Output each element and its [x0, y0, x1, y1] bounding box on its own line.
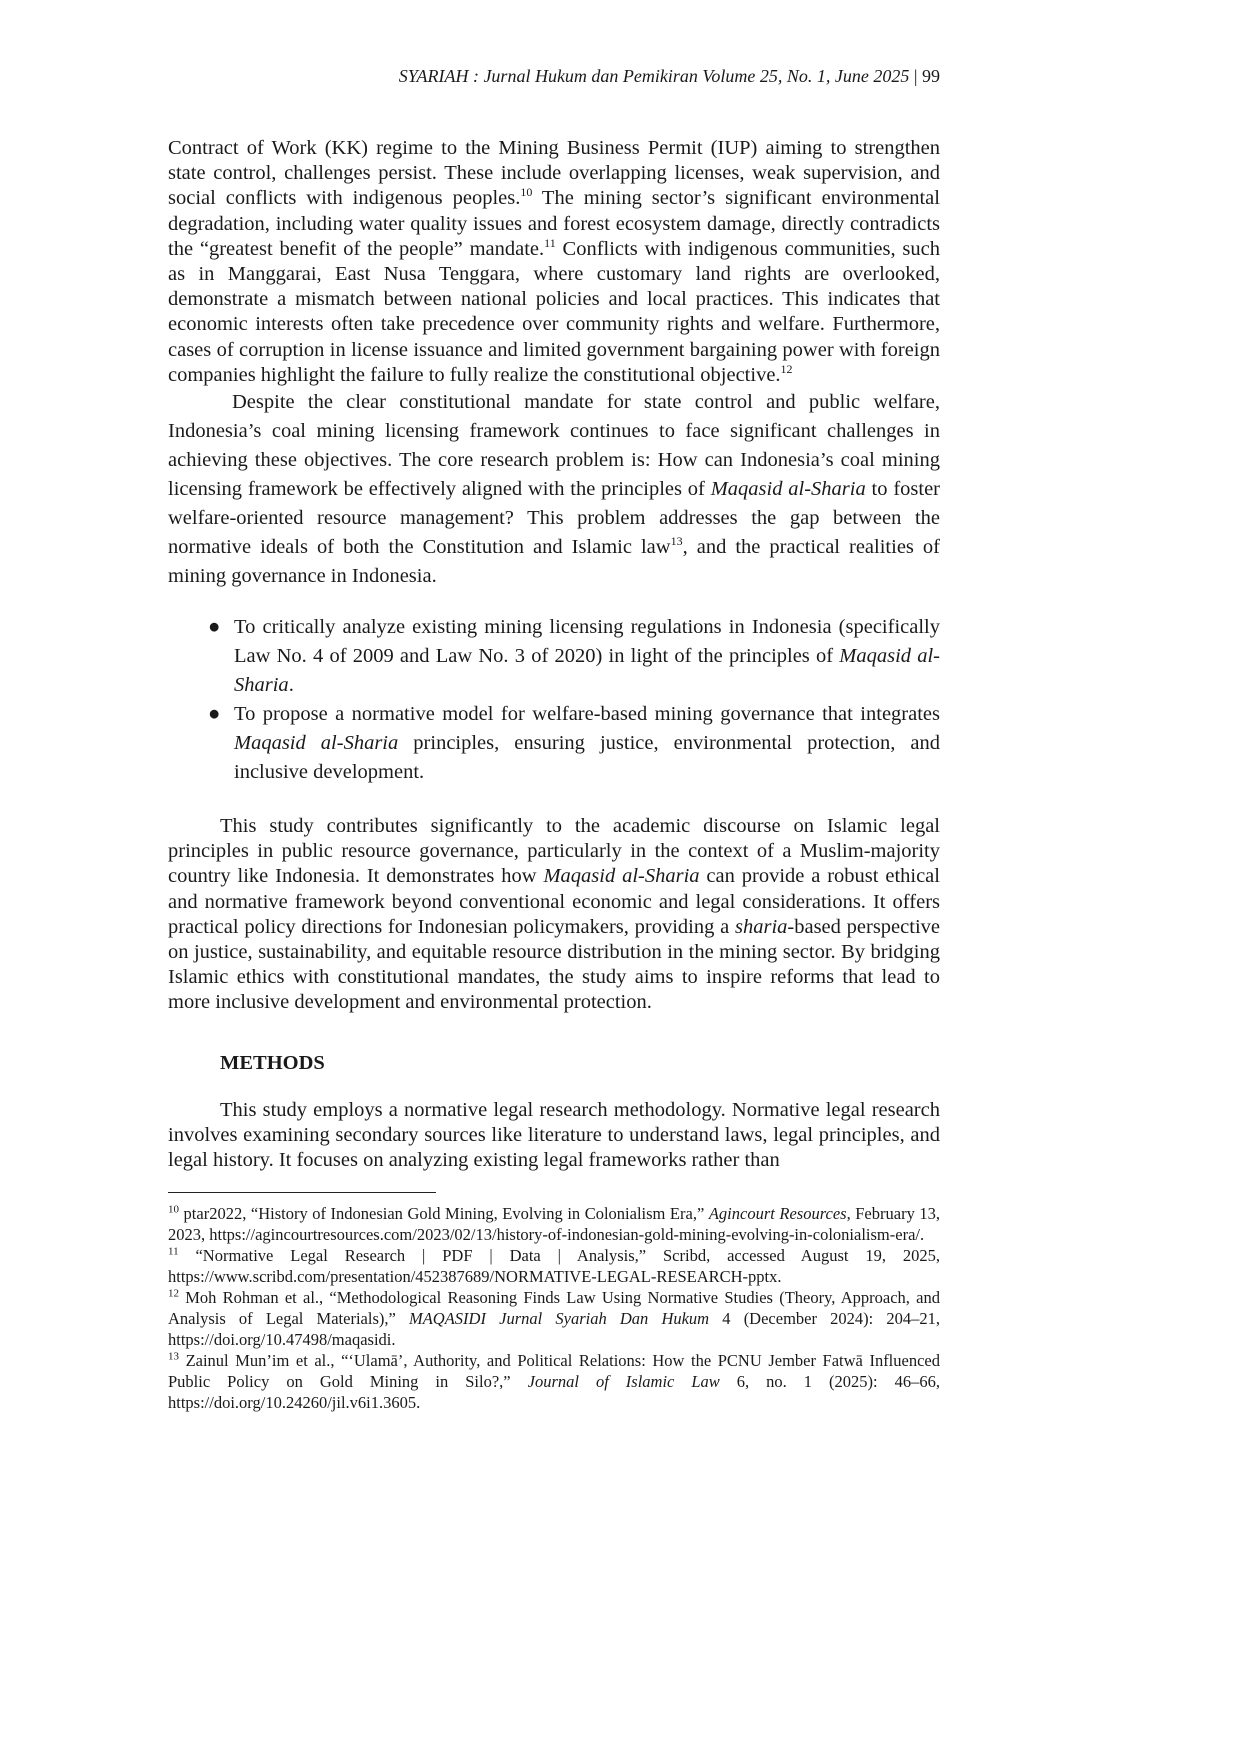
methods-paragraph: This study employs a normative legal research methodology. Normative legal research involves examining secondary sources like literature to understand laws, legal principles, and legal history. It focuses on analyzing existing legal frameworks rather than: [168, 1098, 940, 1172]
text: “Normative Legal Research | PDF | Data | Analysis,” Scribd, accessed August 19, 2025, https://www.scribd.com/presentation/452387689/NORMATIVE-LEGAL-RESEARCH-pptx.: [168, 1246, 940, 1286]
text: The mining sector’s significant environmental degradation, including water quality issues and forest ecosystem damage, directly contradicts the “greatest benefit of the people” mandate.: [168, 187, 940, 260]
objectives-list: [168, 613, 940, 787]
text: to foster welfare-oriented resource management? This problem addresses the gap between the normative ideals of both the Constitution and Islamic law: [168, 478, 940, 559]
text: Zainul Mun’im et al., “‘Ulamā’, Authority, and Political Relations: How the PCNU Jember Fatwā Influenced Public Policy on Gold Mining in Silo?,”: [168, 1351, 940, 1391]
footnote-13: [168, 1350, 940, 1413]
footnote-ref-11[interactable]: 11: [544, 235, 556, 250]
paragraph-3: [168, 814, 940, 1016]
footnote-number: 10: [168, 1203, 179, 1216]
text: , and the practical realities of mining governance in Indonesia.: [168, 536, 940, 588]
text: Conflicts with indigenous communities, such as in Manggarai, East Nusa Tenggara, where customary land rights are overlooked, demonstrate a mismatch between national policies and local practices. This indicates that economic interests often take precedence over community rights and welfare. Furthermore, cases of corruption in license issuance and limited government bargaining power with foreign companies highlight the failure to fully realize the constitutional objective.: [168, 237, 940, 386]
footnote-ref-12[interactable]: 12: [780, 362, 793, 376]
text: Moh Rohman et al., “Methodological Reasoning Finds Law Using Normative Studies (Theory, Approach, and Analysis of Legal Materials),”: [168, 1288, 940, 1328]
footnotes: [168, 1203, 940, 1413]
main-text: [168, 136, 940, 1173]
footnote-number: 11: [168, 1245, 179, 1258]
italic-title: Agincourt Resources: [708, 1204, 847, 1223]
italic-term: Maqasid al-Sharia: [234, 645, 941, 697]
bullet-icon: ●: [208, 703, 221, 726]
text: Contract of Work (KK) regime to the Mining Business Permit (IUP) aiming to strengthen state control, challenges persist. These include overlapping licenses, weak supervision, and social conflicts with indigenous peoples.: [168, 137, 940, 210]
italic-title: MAQASIDI Jurnal Syariah Dan Hukum: [408, 1309, 710, 1328]
footnote-divider: [168, 1192, 436, 1193]
text: To propose a normative model for welfare-based mining governance that integrates: [234, 703, 940, 726]
bullet-icon: ●: [208, 616, 221, 639]
footnote-number: 13: [168, 1350, 179, 1363]
text: 6, no. 1 (2025): 46–66, https://doi.org/10.24260/jil.v6i1.3605.: [168, 1372, 940, 1412]
paragraph-2: [168, 388, 940, 591]
text: 4 (December 2024): 204–21, https://doi.org/10.47498/maqasidi.: [168, 1309, 941, 1349]
italic-term: Maqasid al-Sharia: [710, 478, 866, 501]
footnote-11: [168, 1245, 940, 1287]
italic-term: sharia: [734, 915, 788, 938]
page-number: 99: [922, 66, 940, 86]
footnote-12: [168, 1287, 940, 1350]
footnote-number: 12: [168, 1287, 179, 1300]
text: .: [288, 674, 294, 697]
text: , February 13, 2023, https://agincourtresources.com/2023/02/13/history-of-indonesian-gold-mining-evolving-in-colonialism-era/.: [168, 1204, 940, 1244]
italic-term: Maqasid al-Sharia: [234, 732, 399, 755]
text: -based perspective on justice, sustainability, and equitable resource distribution in the mining sector. By bridging Islamic ethics with constitutional mandates, the study aims to inspire reforms that lead to more inclusive development and environmental protection.: [168, 915, 940, 1014]
italic-term: Maqasid al-Sharia: [543, 865, 700, 888]
running-header: [168, 66, 940, 87]
paragraph-1: [168, 136, 940, 388]
header-separator: |: [913, 66, 918, 86]
text: This study contributes significantly to the academic discourse on Islamic legal principles in public resource governance, particularly in the context of a Muslim-majority country like Indonesia. It demonstrates how: [168, 815, 940, 888]
footnote-ref-13[interactable]: 13: [670, 534, 683, 549]
footnote-ref-10[interactable]: 10: [520, 185, 533, 200]
text: can provide a robust ethical and normative framework beyond conventional economic and legal considerations. It offers practical policy directions for Indonesian policymakers, providing a: [168, 865, 940, 938]
footnote-10: [168, 1203, 940, 1245]
section-heading-methods: METHODS: [220, 1051, 325, 1074]
list-item: [168, 613, 940, 700]
text: principles, ensuring justice, environmental protection, and inclusive development.: [234, 732, 940, 784]
text: To critically analyze existing mining licensing regulations in Indonesia (specifically Law No. 4 of 2009 and Law No. 3 of 2020) in light of the principles of: [234, 616, 940, 668]
italic-title: Journal of Islamic Law: [527, 1372, 720, 1391]
list-item: [168, 700, 940, 787]
journal-title: SYARIAH : Jurnal Hukum dan Pemikiran Volume 25, No. 1, June 2025: [398, 66, 910, 86]
text: Despite the clear constitutional mandate for state control and public welfare, Indonesia’s coal mining licensing framework continues to face significant challenges in achieving these objectives. The core research problem is: How can Indonesia’s coal mining licensing framework be effectively aligned with the principles of: [168, 391, 940, 501]
text: ptar2022, “History of Indonesian Gold Mining, Evolving in Colonialism Era,”: [179, 1204, 709, 1223]
